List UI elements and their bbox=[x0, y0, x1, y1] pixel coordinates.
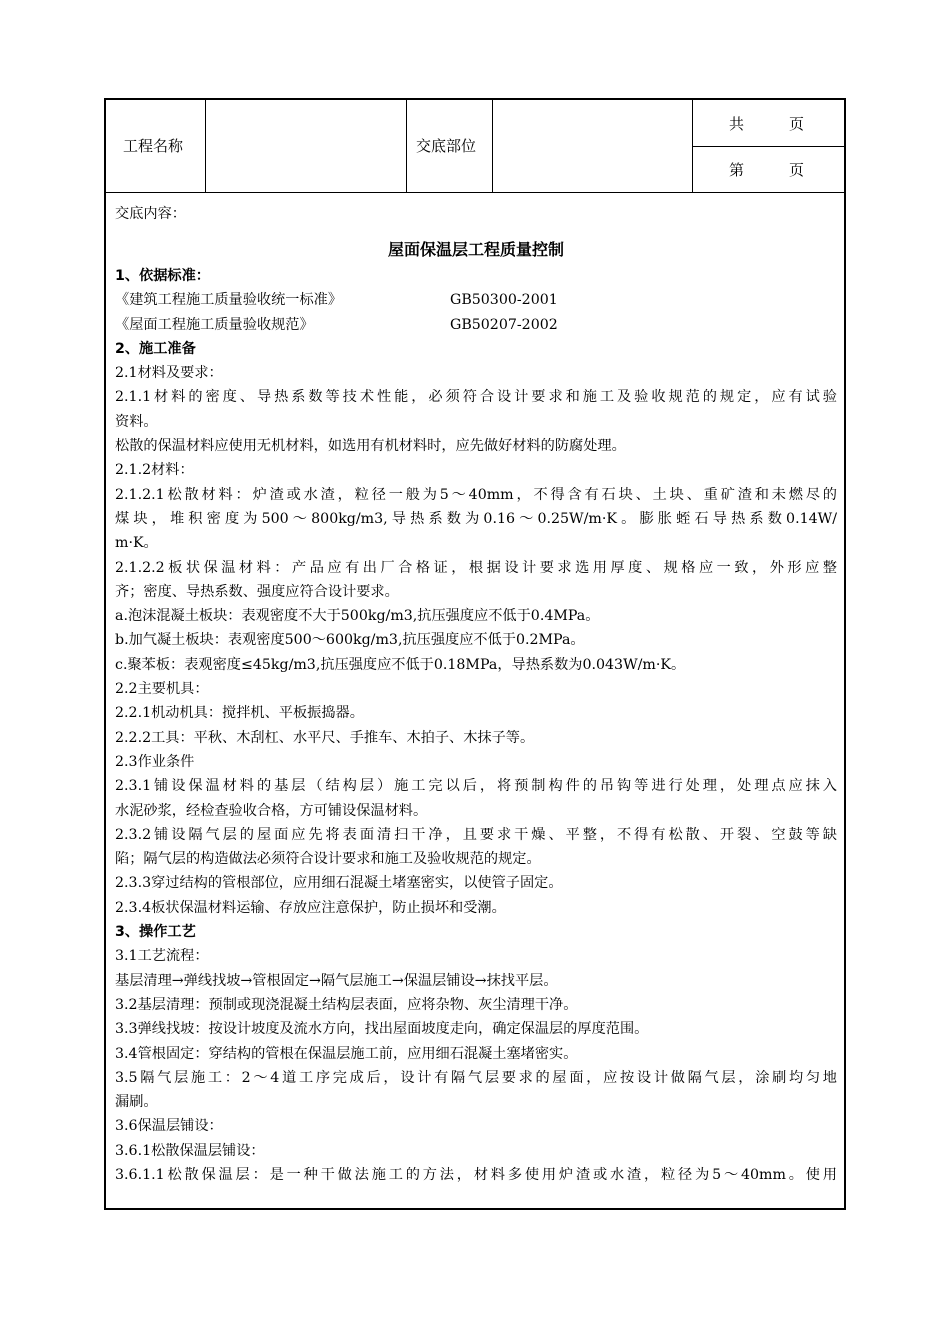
paragraph-line: 陷；隔气层的构造做法必须符合设计要求和施工及验收规范的规定。 bbox=[115, 851, 541, 868]
paragraph-line: 3.6保温层铺设： bbox=[115, 1118, 223, 1135]
divider bbox=[692, 146, 846, 147]
section-heading: 3、操作工艺 bbox=[115, 924, 196, 941]
paragraph-line: 2.1.2材料： bbox=[115, 462, 194, 479]
paragraph-line: 3.2基层清理：预制或现浇混凝土结构层表面，应将杂物、灰尘清理干净。 bbox=[115, 996, 578, 1013]
paragraph-line: 3.6.1松散保温层铺设： bbox=[115, 1142, 265, 1159]
page-number: 第 页 bbox=[729, 161, 805, 179]
content-label: 交底内容： bbox=[115, 206, 186, 222]
disclosure-form bbox=[104, 98, 846, 1210]
paragraph-line: 2.3作业条件 bbox=[115, 753, 195, 770]
paragraph-line: 2.3.3穿过结构的管根部位，应用细石混凝土堵塞密实，以使管子固定。 bbox=[115, 875, 563, 892]
paragraph-line: 2.3.2铺设隔气层的屋面应先将表面清扫干净，且要求干燥、平整，不得有松散、开裂、空鼓等缺 bbox=[115, 826, 837, 843]
paragraph-line: b.加气凝土板块：表观密度500～600kg/m3,抗压强度应不低于0.2MPa。 bbox=[115, 632, 585, 649]
paragraph-line: 漏刷。 bbox=[115, 1094, 158, 1111]
paragraph-line: 2.3.1铺设保温材料的基层（结构层）施工完以后，将预制构件的吊钩等进行处理，处理点应抹入 bbox=[115, 778, 837, 795]
location-label: 交底部位 bbox=[416, 137, 477, 155]
divider bbox=[205, 100, 206, 192]
divider bbox=[106, 192, 846, 193]
standard-name: 《屋面工程施工质量验收规范》 bbox=[115, 316, 314, 333]
paragraph-line: 2.1.2.1松散材料：炉渣或水渣，粒径一般为5～40mm，不得含有石块、土块、重矿渣和未燃尽的 bbox=[115, 486, 837, 503]
content-area bbox=[115, 198, 837, 1187]
standard-code: GB50207-2002 bbox=[450, 316, 558, 333]
section-heading: 1、依据标准： bbox=[115, 268, 210, 284]
paragraph-line: 资料。 bbox=[115, 413, 158, 430]
divider bbox=[406, 100, 407, 192]
paragraph-line: 2.2主要机具： bbox=[115, 681, 209, 698]
paragraph-line: 3.1工艺流程： bbox=[115, 948, 209, 965]
standard-row bbox=[115, 288, 837, 312]
paragraph-line: 2.2.2工具：平秋、木刮杠、水平尺、手推车、木拍子、木抹子等。 bbox=[115, 729, 535, 746]
standard-code: GB50300-2001 bbox=[450, 292, 558, 309]
paragraph-line: m·K。 bbox=[115, 535, 158, 552]
paragraph-line: 水泥砂浆，经检查验收合格，方可铺设保温材料。 bbox=[115, 802, 428, 819]
paragraph-line: c.聚苯板：表观密度≤45kg/m3,抗压强度应不低于0.18MPa，导热系数为0.043W/m·K。 bbox=[115, 656, 686, 673]
paragraph-line: 3.6.1.1松散保温层：是一种干做法施工的方法，材料多使用炉渣或水渣，粒径为5～40mm。使用 bbox=[115, 1166, 837, 1183]
document-title: 屋面保温层工程质量控制 bbox=[387, 240, 564, 259]
project-name-label: 工程名称 bbox=[123, 137, 184, 155]
paragraph-line: 松散的保温材料应使用无机材料，如选用有机材料时，应先做好材料的防腐处理。 bbox=[115, 438, 626, 455]
paragraph-line: 2.2.1机动机具：搅拌机、平板振捣器。 bbox=[115, 705, 364, 722]
paragraph-line: 基层清理→弹线找坡→管根固定→隔气层施工→保温层铺设→抹找平层。 bbox=[115, 972, 558, 989]
paragraph-line: 3.4管根固定：穿结构的管根在保温层施工前，应用细石混凝土塞堵密实。 bbox=[115, 1045, 578, 1062]
paragraph-line: 2.1材料及要求： bbox=[115, 365, 223, 382]
paragraph-line: 2.1.2.2板状保温材料：产品应有出厂合格证，根据设计要求选用厚度、规格应一致，外形应整 bbox=[115, 559, 837, 576]
paragraph-line: 煤块，堆积密度为500～800kg/m3,导热系数为0.16～0.25W/m·K。膨胀蛭石导热系数0.14W/ bbox=[115, 510, 837, 527]
paragraph-line: 3.5隔气层施工：2～4道工序完成后，设计有隔气层要求的屋面，应按设计做隔气层，涂刷均匀地 bbox=[115, 1069, 837, 1086]
divider bbox=[492, 100, 493, 192]
section-heading: 2、施工准备 bbox=[115, 340, 196, 357]
paragraph-line: 2.1.1材料的密度、导热系数等技术性能，必须符合设计要求和施工及验收规范的规定，应有试验 bbox=[115, 389, 837, 406]
standard-name: 《建筑工程施工质量验收统一标准》 bbox=[115, 292, 343, 309]
standard-row bbox=[115, 313, 837, 337]
paragraph-line: 3.3弹线找坡：按设计坡度及流水方向，找出屋面坡度走向，确定保温层的厚度范围。 bbox=[115, 1021, 649, 1038]
paragraph-line: 2.3.4板状保温材料运输、存放应注意保护，防止损坏和受潮。 bbox=[115, 899, 506, 916]
paragraph-line: a.泡沫混凝土板块：表观密度不大于500kg/m3,抗压强度应不低于0.4MPa。 bbox=[115, 608, 600, 625]
paragraph-line: 齐；密度、导热系数、强度应符合设计要求。 bbox=[115, 583, 399, 600]
total-pages: 共 页 bbox=[729, 115, 805, 133]
